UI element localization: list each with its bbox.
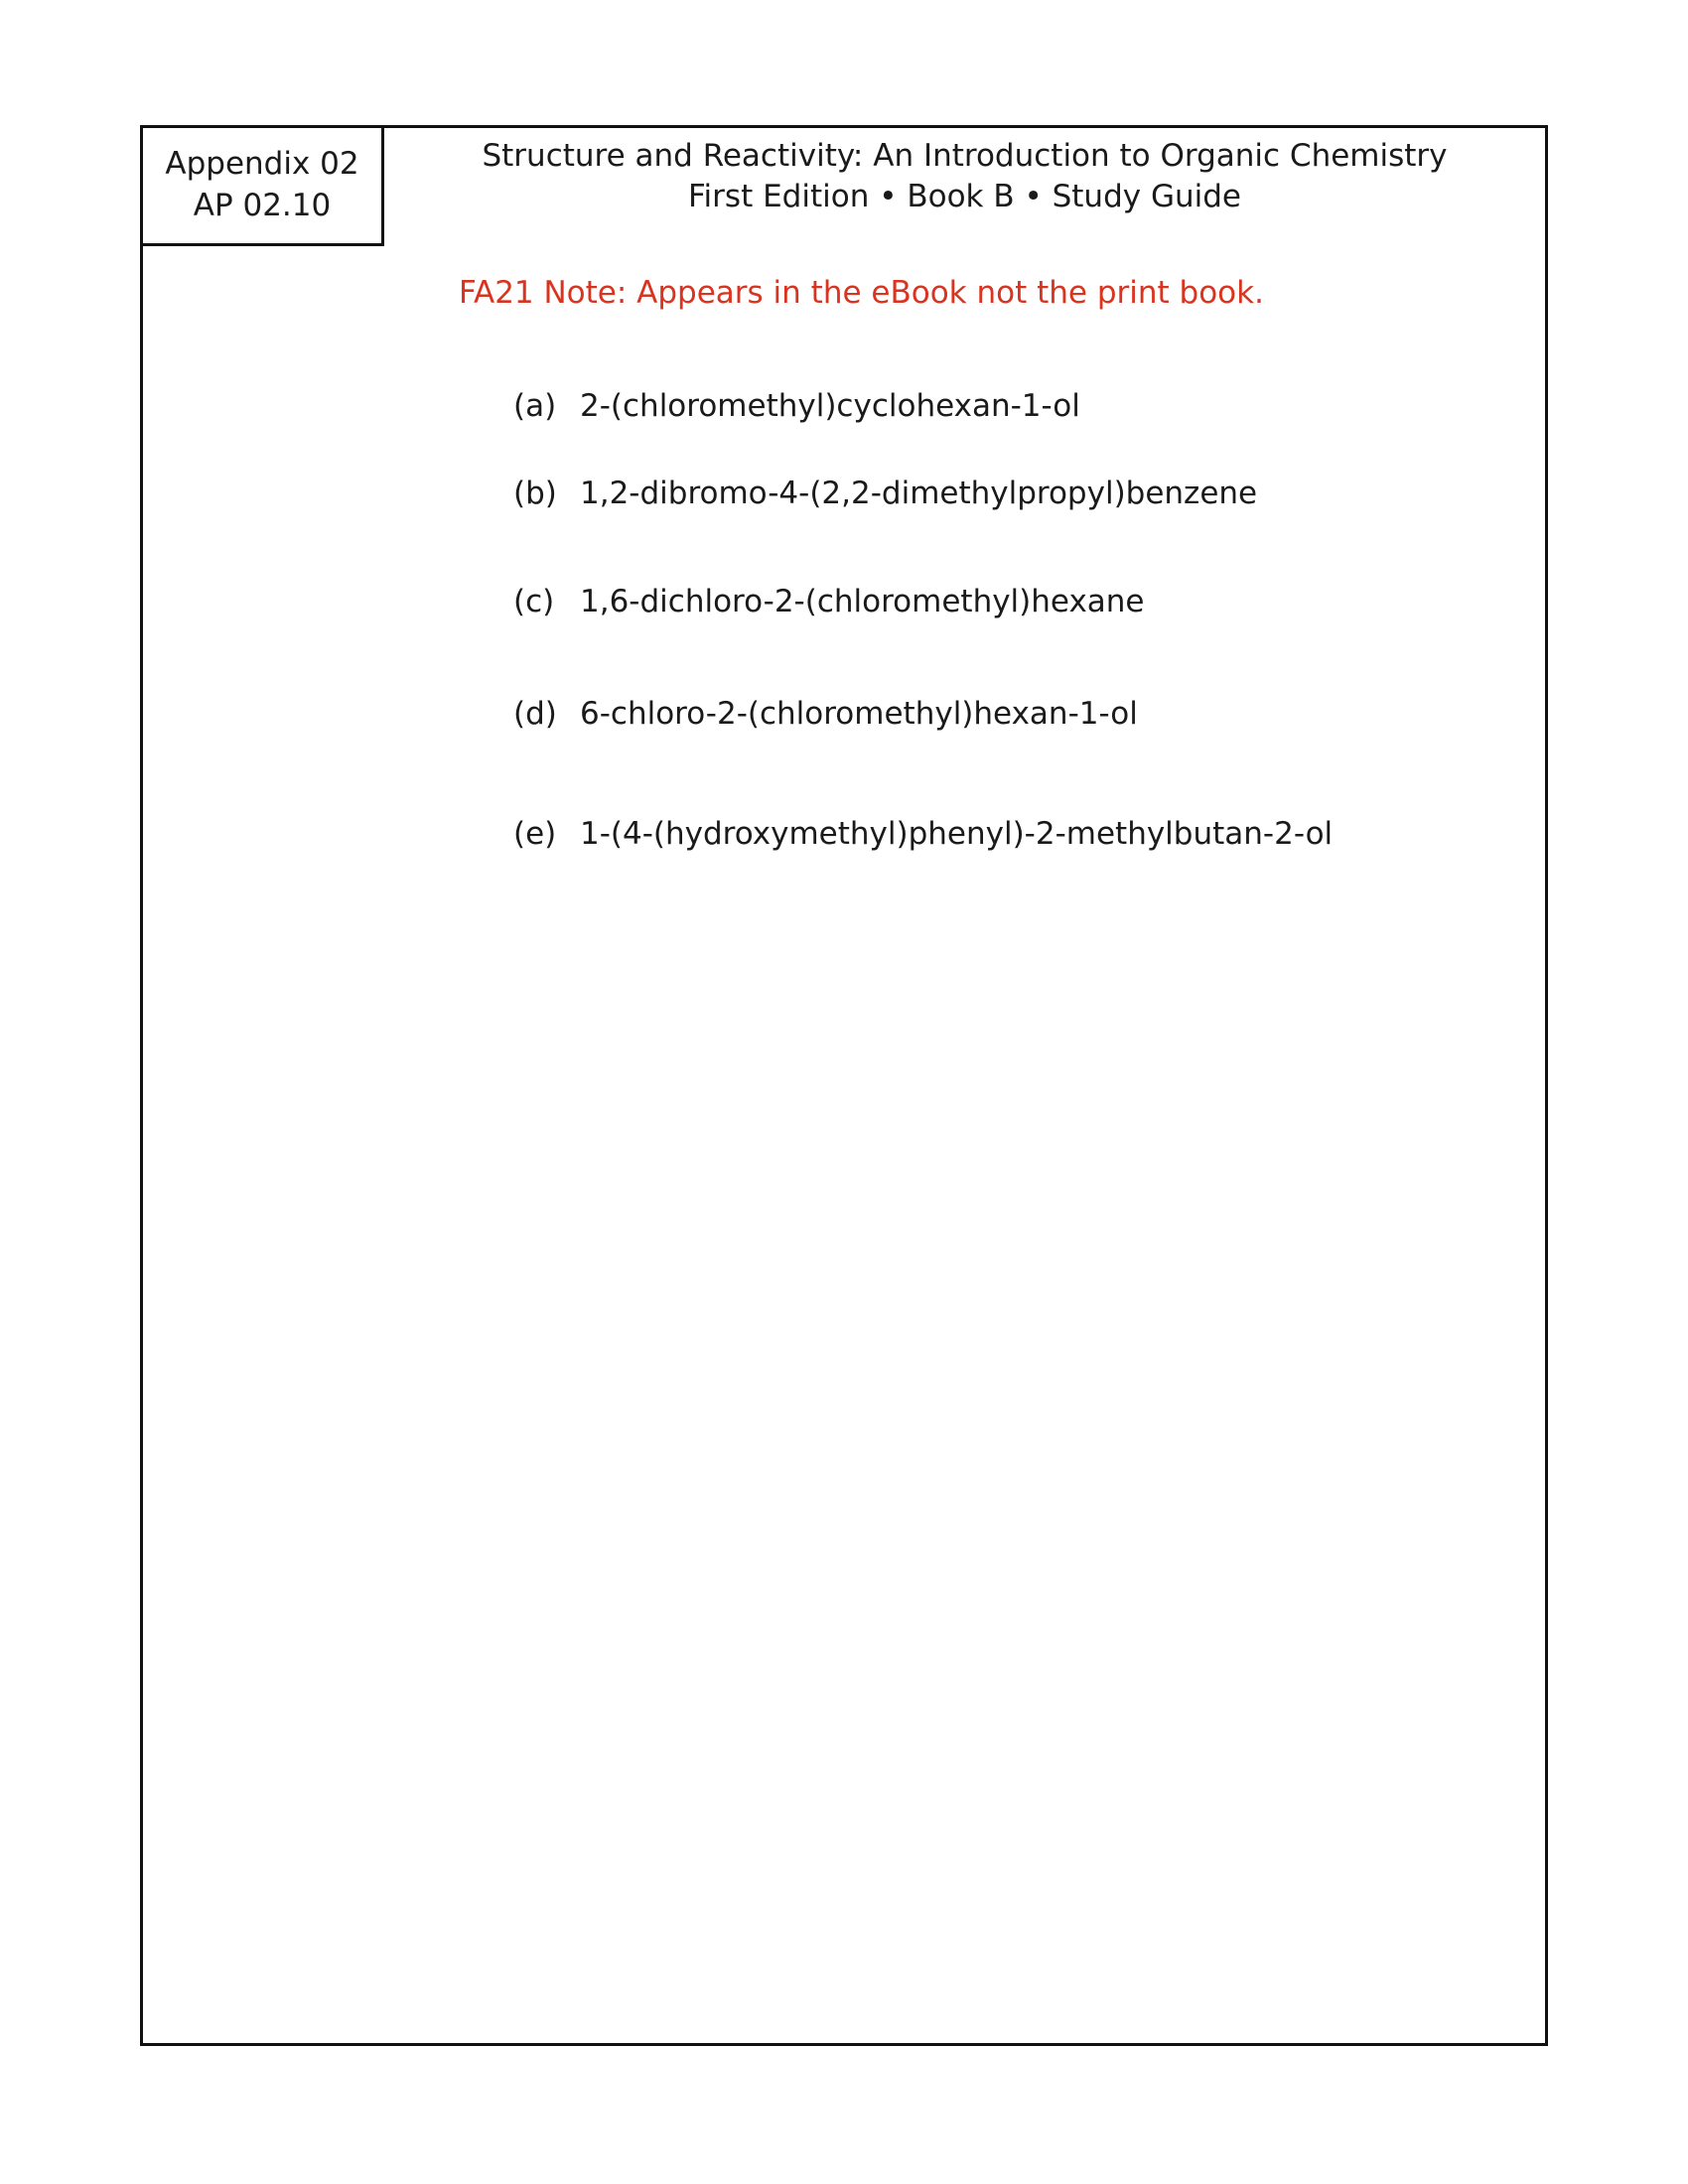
answer-letter: (c) [513,584,555,619]
appendix-code: AP 02.10 [193,188,332,223]
answer-item-b [513,476,1257,511]
answer-letter: (d) [513,696,557,732]
answer-name: 1,2-dibromo-4-(2,2-dimethylpropyl)benzene [580,476,1258,511]
book-title-line-1: Structure and Reactivity: An Introduction to Organic Chemistry [482,138,1448,174]
book-title-line-2: First Edition • Book B • Study Guide [687,179,1241,214]
appendix-label: Appendix 02 [165,146,359,183]
answer-name: 2-(chloromethyl)cyclohexan-1-ol [580,388,1080,424]
book-title [384,136,1545,217]
answer-item-c [513,584,1145,619]
answer-letter: (a) [513,388,557,424]
appendix-box [143,128,384,246]
answer-item-d [513,696,1138,732]
answer-letter: (b) [513,476,557,511]
answer-item-e [513,816,1333,852]
page-frame [140,125,1548,2046]
answer-letter: (e) [513,816,557,852]
answer-name: 1,6-dichloro-2-(chloromethyl)hexane [580,584,1145,619]
ebook-note: FA21 Note: Appears in the eBook not the print book. [459,275,1264,311]
answer-name: 1-(4-(hydroxymethyl)phenyl)-2-methylbutan-2-ol [580,816,1334,852]
answer-item-a [513,388,1080,424]
answer-name: 6-chloro-2-(chloromethyl)hexan-1-ol [580,696,1138,732]
